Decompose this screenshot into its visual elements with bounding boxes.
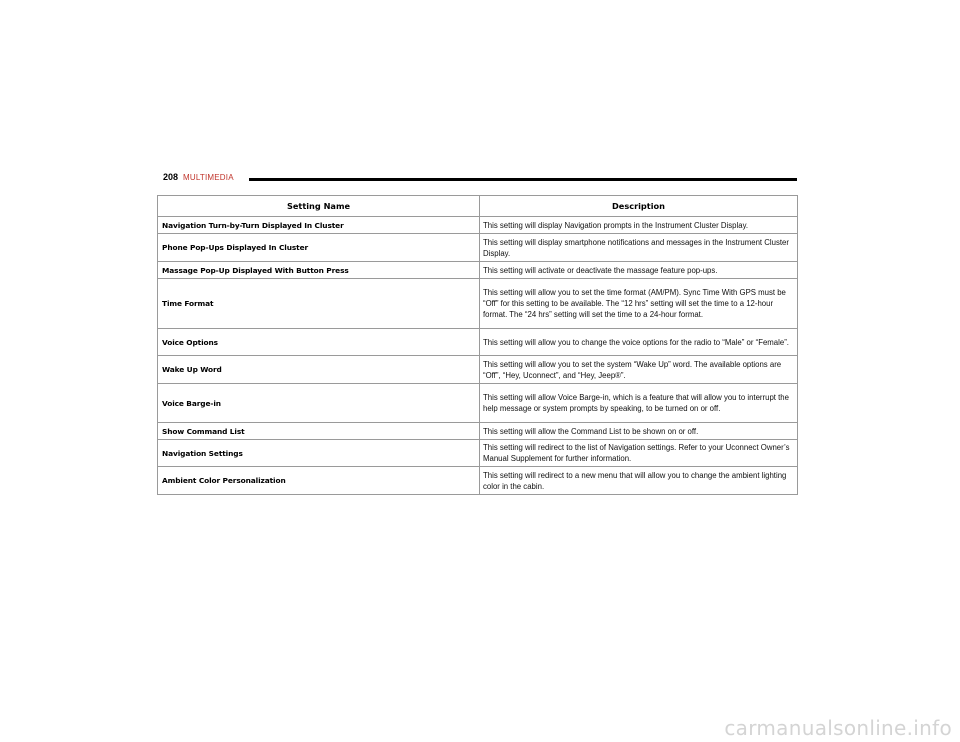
page-number: 208 — [163, 172, 179, 182]
setting-name-cell: Ambient Color Personalization — [158, 467, 480, 495]
table-row — [158, 234, 798, 262]
table-row — [158, 467, 798, 495]
page-header — [163, 172, 797, 186]
setting-name-cell: Navigation Turn-by-Turn Displayed In Cluster — [158, 217, 480, 234]
table-row — [158, 262, 798, 279]
setting-description-cell: This setting will display smartphone notifications and messages in the Instrument Cluster Display. — [480, 234, 798, 262]
table-header-row — [158, 196, 798, 217]
table-row — [158, 423, 798, 440]
table-row — [158, 217, 798, 234]
settings-table — [157, 195, 798, 495]
table-row — [158, 279, 798, 329]
setting-description-cell: This setting will allow you to set the system “Wake Up” word. The available options are “Off”, “Hey, Uconnect”, and “Hey, Jeep®”. — [480, 356, 798, 384]
setting-name-cell: Navigation Settings — [158, 440, 480, 467]
column-header-description: Description — [480, 196, 798, 217]
setting-name-cell: Time Format — [158, 279, 480, 329]
setting-name-cell: Phone Pop-Ups Displayed In Cluster — [158, 234, 480, 262]
table-row — [158, 356, 798, 384]
setting-description-cell: This setting will allow you to set the time format (AM/PM). Sync Time With GPS must be “Off” for this setting to be available. The “12 hrs” setting will set the time to a 12-hour format. The “24 hrs” setting will set the time to a 24-hour format. — [480, 279, 798, 329]
setting-name-cell: Massage Pop-Up Displayed With Button Press — [158, 262, 480, 279]
setting-name-cell: Show Command List — [158, 423, 480, 440]
table-row — [158, 329, 798, 356]
setting-name-cell: Voice Options — [158, 329, 480, 356]
column-header-setting-name: Setting Name — [158, 196, 480, 217]
setting-description-cell: This setting will allow the Command List to be shown on or off. — [480, 423, 798, 440]
setting-description-cell: This setting will display Navigation prompts in the Instrument Cluster Display. — [480, 217, 798, 234]
setting-name-cell: Wake Up Word — [158, 356, 480, 384]
table-row — [158, 440, 798, 467]
setting-description-cell: This setting will allow Voice Barge-in, which is a feature that will allow you to interrupt the help message or system prompts by speaking, to be turned on or off. — [480, 384, 798, 423]
setting-description-cell: This setting will activate or deactivate the massage feature pop-ups. — [480, 262, 798, 279]
watermark: carmanualsonline.info — [724, 716, 952, 740]
setting-description-cell: This setting will allow you to change the voice options for the radio to “Male” or “Female”. — [480, 329, 798, 356]
setting-name-cell: Voice Barge-in — [158, 384, 480, 423]
section-title: MULTIMEDIA — [183, 173, 234, 182]
setting-description-cell: This setting will redirect to a new menu that will allow you to change the ambient lighting color in the cabin. — [480, 467, 798, 495]
table-row — [158, 384, 798, 423]
setting-description-cell: This setting will redirect to the list of Navigation settings. Refer to your Uconnect Owner’s Manual Supplement for further information. — [480, 440, 798, 467]
header-rule — [249, 178, 797, 181]
